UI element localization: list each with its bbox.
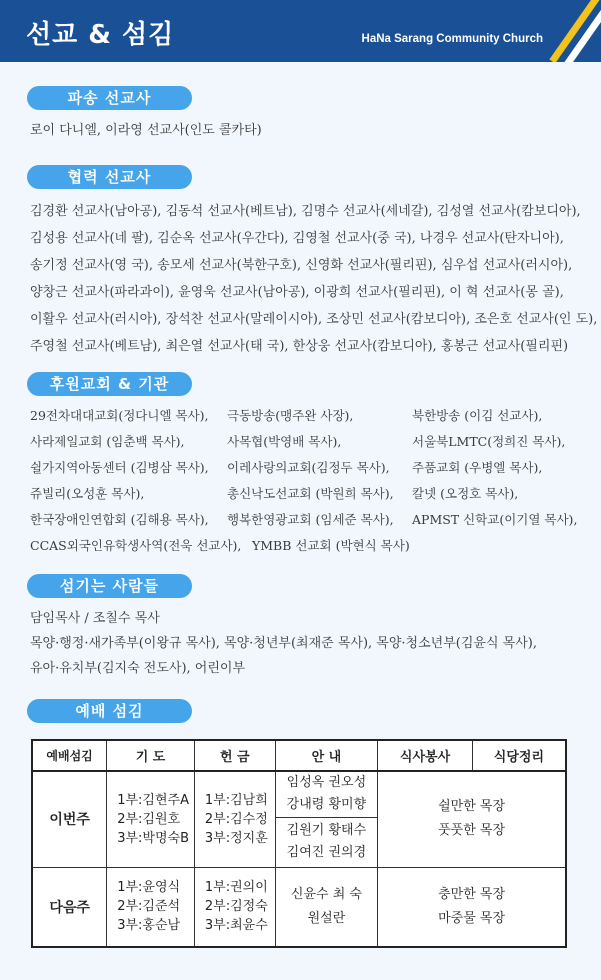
guide-cell: 김원기 황태수 김여진 권의경: [275, 817, 378, 867]
page-header: [0, 0, 601, 62]
supporter-item: 서울북LMTC(정희진 목사),: [412, 434, 566, 449]
worship-table: [31, 739, 567, 948]
column-header: 기 도: [107, 740, 195, 771]
partners-line: 양창근 선교사(파라과이), 윤영욱 선교사(남아공), 이광희 선교사(필리핀), 이 혁 선교사(몽 골),: [30, 285, 564, 300]
servers-line: 목양·행정·새가족부(이왕규 목사), 목양·청년부(최재준 목사), 목양·청소년부(김윤식 목사),: [30, 636, 537, 651]
supporter-item: CCAS외국인유학생사역(전욱 선교사),: [30, 538, 242, 553]
prayer-cell: 1부:윤영식 2부:김준석 3부:홍순남: [107, 867, 195, 947]
servers-line: 담임목사 / 조칠수 목사: [30, 611, 160, 626]
partners-line: 이활우 선교사(러시아), 장석찬 선교사(말레이시아), 조상민 선교사(캄보디아), 조은호 선교사(인 도),: [30, 312, 598, 327]
supporter-item: 칼넷 (오정호 목사),: [412, 486, 519, 501]
supporter-item: 북한방송 (이김 선교사),: [412, 408, 543, 423]
partners-heading: 협력 선교사: [27, 165, 192, 189]
column-header: 헌 금: [194, 740, 275, 771]
supporter-item: 쥬빌리(오성훈 목사),: [30, 486, 145, 501]
page-title: 선교 & 섬김: [26, 20, 175, 50]
column-header: 예배섬김: [32, 740, 107, 771]
servers-list: [30, 606, 537, 681]
table-row: [32, 771, 566, 817]
supporter-item: 29전차대대교회(정다니엘 목사),: [30, 408, 209, 423]
servers-heading: 섬기는 사람들: [27, 574, 192, 598]
supporter-item: 사목협(박영배 목사),: [227, 434, 342, 449]
partners-line: 주영철 선교사(베트남), 최은열 선교사(태 국), 한상웅 선교사(캄보디아), 홍봉근 선교사(필리핀): [30, 339, 569, 354]
accent-stripe-white: [561, 0, 601, 62]
supporter-item: 한국장애인연합회 (김해용 목사),: [30, 512, 209, 527]
supporter-item: 쉴가지역아동센터 (김병삼 목사),: [30, 460, 209, 475]
week-label: 다음주: [32, 867, 107, 947]
supporter-item: 이레사랑의교회(김정두 목사),: [227, 460, 390, 475]
column-header: 식사봉사: [378, 740, 473, 771]
worship-heading: 예배 섬김: [27, 699, 192, 723]
week-label: 이번주: [32, 771, 107, 867]
supporters-heading: 후원교회 & 기관: [27, 372, 192, 396]
supporter-item: 총신낙도선교회 (박원희 목사),: [227, 486, 394, 501]
partners-line: 김경환 선교사(남아공), 김동석 선교사(베트남), 김명수 선교사(세네갈), 김성열 선교사(캄보디아),: [30, 204, 581, 219]
meal-cell: 충만한 목장 마중물 목장: [378, 867, 566, 947]
supporter-item: 사라제일교회 (임춘백 목사),: [30, 434, 185, 449]
guide-cell: 신윤수 최 숙 원설란: [275, 867, 378, 947]
offering-cell: 1부:김남희 2부:김수정 3부:정지훈: [194, 771, 275, 867]
supporter-item: 극동방송(맹주완 사장),: [227, 408, 354, 423]
table-row: [32, 867, 566, 947]
table-header-row: [32, 740, 566, 771]
supporter-item: APMST 신학교(이기열 목사),: [412, 512, 578, 527]
supporter-item: YMBB 선교회 (박현식 목사): [252, 538, 410, 553]
dispatched-text: 로이 다니엘, 이라영 선교사(인도 콜카타): [30, 123, 262, 138]
guide-cell: 임성옥 권오성 강내령 황미향: [275, 771, 378, 817]
supporter-item: 행복한영광교회 (임세준 목사),: [227, 512, 394, 527]
partners-list: [30, 198, 597, 360]
supporter-item: 주품교회 (우병엘 목사),: [412, 460, 543, 475]
meal-cell: 쉴만한 목장 풋풋한 목장: [378, 771, 566, 867]
prayer-cell: 1부:김현주A 2부:김원호 3부:박명숙B: [107, 771, 195, 867]
column-header: 안 내: [275, 740, 378, 771]
servers-line: 유아·유치부(김지숙 전도사), 어린이부: [30, 661, 246, 676]
offering-cell: 1부:권의이 2부:김정숙 3부:최윤수: [194, 867, 275, 947]
partners-line: 김성용 선교사(네 팔), 김순옥 선교사(우간다), 김영철 선교사(중 국), 나경우 선교사(탄자니아),: [30, 231, 564, 246]
church-name: HaNa Sarang Community Church: [361, 33, 543, 45]
dispatched-heading: 파송 선교사: [27, 86, 192, 110]
partners-line: 송기정 선교사(영 국), 송모세 선교사(북한구호), 신영화 선교사(필리핀), 심우섭 선교사(러시아),: [30, 258, 573, 273]
column-header: 식당정리: [472, 740, 566, 771]
